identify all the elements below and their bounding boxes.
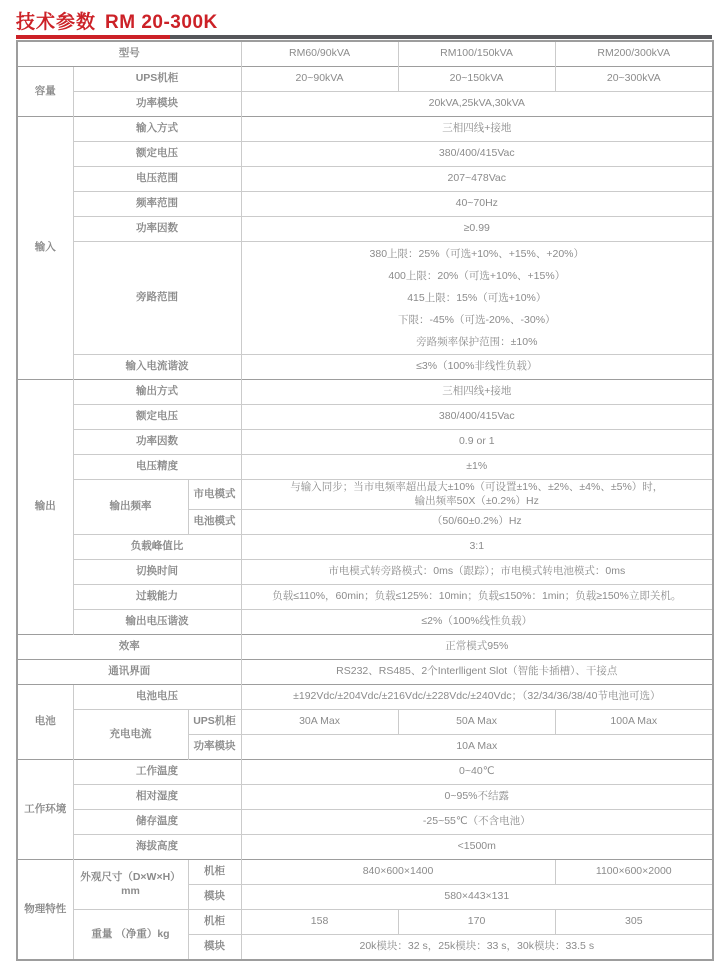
input-mode-label: 输入方式: [73, 117, 241, 142]
table-row-battery-voltage: [17, 685, 713, 710]
output-freq-battery-value: （50/60±0.2%）Hz: [241, 510, 713, 535]
altitude-value: <1500m: [241, 835, 713, 860]
table-row-charge-current-cabinet: [17, 710, 713, 735]
transfer-time-label: 切换时间: [73, 560, 241, 585]
model-col-1: RM60/90kVA: [241, 41, 398, 67]
dimensions-cabinet-value-12: 840×600×1400: [241, 860, 555, 885]
bypass-line-5: 旁路频率保护范围：±10%: [416, 336, 538, 348]
weight-label-line-1: 重量: [91, 927, 113, 940]
output-freq-mains-label: 市电模式: [188, 480, 241, 510]
bypass-line-3: 415上限：15%（可选+10%）: [407, 292, 547, 304]
weight-cabinet-value-2: 170: [398, 910, 555, 935]
input-current-harmonics-value: ≤3%（100%非线性负载）: [241, 355, 713, 380]
table-row-model: [17, 41, 713, 67]
table-row-input-voltage-range: [17, 167, 713, 192]
battery-voltage-value: ±192Vdc/±204Vdc/±216Vdc/±228Vdc/±240Vdc；（32/34/36/38/40节电池可选）: [241, 685, 713, 710]
output-voltage-harmonics-label: 输出电压谐波: [73, 610, 241, 635]
capacity-module-label: 功率模块: [73, 92, 241, 117]
table-row-output-voltage-precision: [17, 455, 713, 480]
input-voltage-range-value: 207~478Vac: [241, 167, 713, 192]
category-environment: 工作环境: [17, 760, 73, 860]
crest-factor-label: 负载峰值比: [73, 535, 241, 560]
dimensions-label-line-2: mm: [121, 884, 140, 897]
input-current-harmonics-label: 输入电流谐波: [73, 355, 241, 380]
table-row-capacity-module: [17, 92, 713, 117]
input-freq-range-value: 40~70Hz: [241, 192, 713, 217]
comm-interface-label: 通讯界面: [17, 660, 241, 685]
dimensions-cabinet-label: 机柜: [188, 860, 241, 885]
output-voltage-harmonics-value: ≤2%（100%线性负载）: [241, 610, 713, 635]
bypass-line-1: 380上限：25%（可选+10%、+15%、+20%）: [369, 248, 585, 260]
dimensions-label: [73, 860, 188, 910]
output-power-factor-label: 功率因数: [73, 430, 241, 455]
output-freq-label: 输出频率: [73, 480, 188, 535]
charge-current-cabinet-value-2: 50A Max: [398, 710, 555, 735]
output-voltage-precision-label: 电压精度: [73, 455, 241, 480]
weight-label: [73, 910, 188, 961]
category-battery: 电池: [17, 685, 73, 760]
charge-current-module-value: 10A Max: [241, 735, 713, 760]
comm-interface-value: RS232、RS485、2个Interlligent Slot（智能卡插槽）、干接点: [241, 660, 713, 685]
input-rated-voltage-value: 380/400/415Vac: [241, 142, 713, 167]
output-freq-battery-label: 电池模式: [188, 510, 241, 535]
input-bypass-range-value: [241, 242, 713, 355]
output-mode-label: 输出方式: [73, 380, 241, 405]
input-bypass-range-label: 旁路范围: [73, 242, 241, 355]
mains-line-2: 输出频率50X（±0.2%）Hz: [414, 494, 539, 507]
category-physical: 物理特性: [17, 860, 73, 961]
capacity-ups-value-2: 20~150kVA: [398, 67, 555, 92]
weight-cabinet-label: 机柜: [188, 910, 241, 935]
storage-temp-label: 储存温度: [73, 810, 241, 835]
input-mode-value: 三相四线+接地: [241, 117, 713, 142]
output-rated-voltage-label: 额定电压: [73, 405, 241, 430]
dimensions-label-line-1: 外观尺寸（D×W×H）: [80, 871, 181, 884]
output-rated-voltage-value: 380/400/415Vac: [241, 405, 713, 430]
weight-module-value: 20k模块：32 s，25k模块：33 s，30k模块：33.5 s: [241, 935, 713, 961]
capacity-module-value: 20kVA,25kVA,30kVA: [241, 92, 713, 117]
table-row-efficiency: [17, 635, 713, 660]
category-input: 输入: [17, 117, 73, 380]
table-row-weight-cabinet: [17, 910, 713, 935]
table-row-input-mode: [17, 117, 713, 142]
model-col-2: RM100/150kVA: [398, 41, 555, 67]
charge-current-cabinet-label: UPS机柜: [188, 710, 241, 735]
charge-current-module-label: 功率模块: [188, 735, 241, 760]
overload-value: 负载≤110%，60min；负载≤125%：10min；负载≤150%：1min；负载≥150%立即关机。: [241, 585, 713, 610]
humidity-label: 相对湿度: [73, 785, 241, 810]
input-power-factor-value: ≥0.99: [241, 217, 713, 242]
working-temp-value: 0~40℃: [241, 760, 713, 785]
table-row-output-freq-mains: [17, 480, 713, 510]
model-col-3: RM200/300kVA: [555, 41, 713, 67]
weight-label-line-2: （净重）kg: [115, 927, 170, 940]
page-title-heading: 技术参数: [16, 12, 97, 33]
table-row-input-power-factor: [17, 217, 713, 242]
table-row-comm-interface: [17, 660, 713, 685]
table-row-output-voltage-harmonics: [17, 610, 713, 635]
working-temp-label: 工作温度: [73, 760, 241, 785]
table-row-altitude: [17, 835, 713, 860]
bypass-line-2: 400上限：20%（可选+10%、+15%）: [388, 270, 566, 282]
charge-current-cabinet-value-1: 30A Max: [241, 710, 398, 735]
title-underline-red-segment: [16, 35, 170, 39]
storage-temp-value: -25~55℃（不含电池）: [241, 810, 713, 835]
page-title-model: RM 20-300K: [105, 12, 218, 33]
spec-table: [16, 40, 714, 961]
table-row-transfer-time: [17, 560, 713, 585]
table-row-working-temp: [17, 760, 713, 785]
table-row-input-bypass-range: [17, 242, 713, 355]
output-power-factor-value: 0.9 or 1: [241, 430, 713, 455]
output-freq-mains-value: [241, 480, 713, 510]
dimensions-module-value: 580×443×131: [241, 885, 713, 910]
model-header-label: 型号: [17, 41, 241, 67]
capacity-ups-value-3: 20~300kVA: [555, 67, 713, 92]
table-row-storage-temp: [17, 810, 713, 835]
category-output: 输出: [17, 380, 73, 635]
input-power-factor-label: 功率因数: [73, 217, 241, 242]
table-row-input-current-harmonics: [17, 355, 713, 380]
transfer-time-value: 市电模式转旁路模式：0ms（跟踪）；市电模式转电池模式：0ms: [241, 560, 713, 585]
weight-cabinet-value-3: 305: [555, 910, 713, 935]
dimensions-module-label: 模块: [188, 885, 241, 910]
table-row-output-rated-voltage: [17, 405, 713, 430]
output-voltage-precision-value: ±1%: [241, 455, 713, 480]
page-title: [16, 7, 714, 33]
efficiency-label: 效率: [17, 635, 241, 660]
capacity-ups-value-1: 20~90kVA: [241, 67, 398, 92]
table-row-capacity-ups: [17, 67, 713, 92]
bypass-line-4: 下限：-45%（可选-20%、-30%）: [398, 314, 556, 326]
output-mode-value: 三相四线+接地: [241, 380, 713, 405]
table-row-crest-factor: [17, 535, 713, 560]
mains-line-1: 与输入同步；当市电频率超出最大±10%（可设置±1%、±2%、±4%、±5%）时，: [290, 481, 664, 493]
overload-label: 过载能力: [73, 585, 241, 610]
capacity-ups-label: UPS机柜: [73, 67, 241, 92]
charge-current-cabinet-value-3: 100A Max: [555, 710, 713, 735]
charge-current-label: 充电电流: [73, 710, 188, 760]
table-row-output-power-factor: [17, 430, 713, 455]
weight-module-label: 模块: [188, 935, 241, 961]
input-rated-voltage-label: 额定电压: [73, 142, 241, 167]
weight-cabinet-value-1: 158: [241, 910, 398, 935]
humidity-value: 0~95%不结露: [241, 785, 713, 810]
table-row-input-rated-voltage: [17, 142, 713, 167]
table-row-overload: [17, 585, 713, 610]
input-freq-range-label: 频率范围: [73, 192, 241, 217]
table-row-humidity: [17, 785, 713, 810]
table-row-dimensions-cabinet: [17, 860, 713, 885]
battery-voltage-label: 电池电压: [73, 685, 241, 710]
title-underline-bar: [16, 35, 712, 39]
input-voltage-range-label: 电压范围: [73, 167, 241, 192]
table-row-output-mode: [17, 380, 713, 405]
table-row-input-freq-range: [17, 192, 713, 217]
altitude-label: 海拔高度: [73, 835, 241, 860]
crest-factor-value: 3:1: [241, 535, 713, 560]
category-capacity: 容量: [17, 67, 73, 117]
efficiency-value: 正常模式95%: [241, 635, 713, 660]
dimensions-cabinet-value-3: 1100×600×2000: [555, 860, 713, 885]
